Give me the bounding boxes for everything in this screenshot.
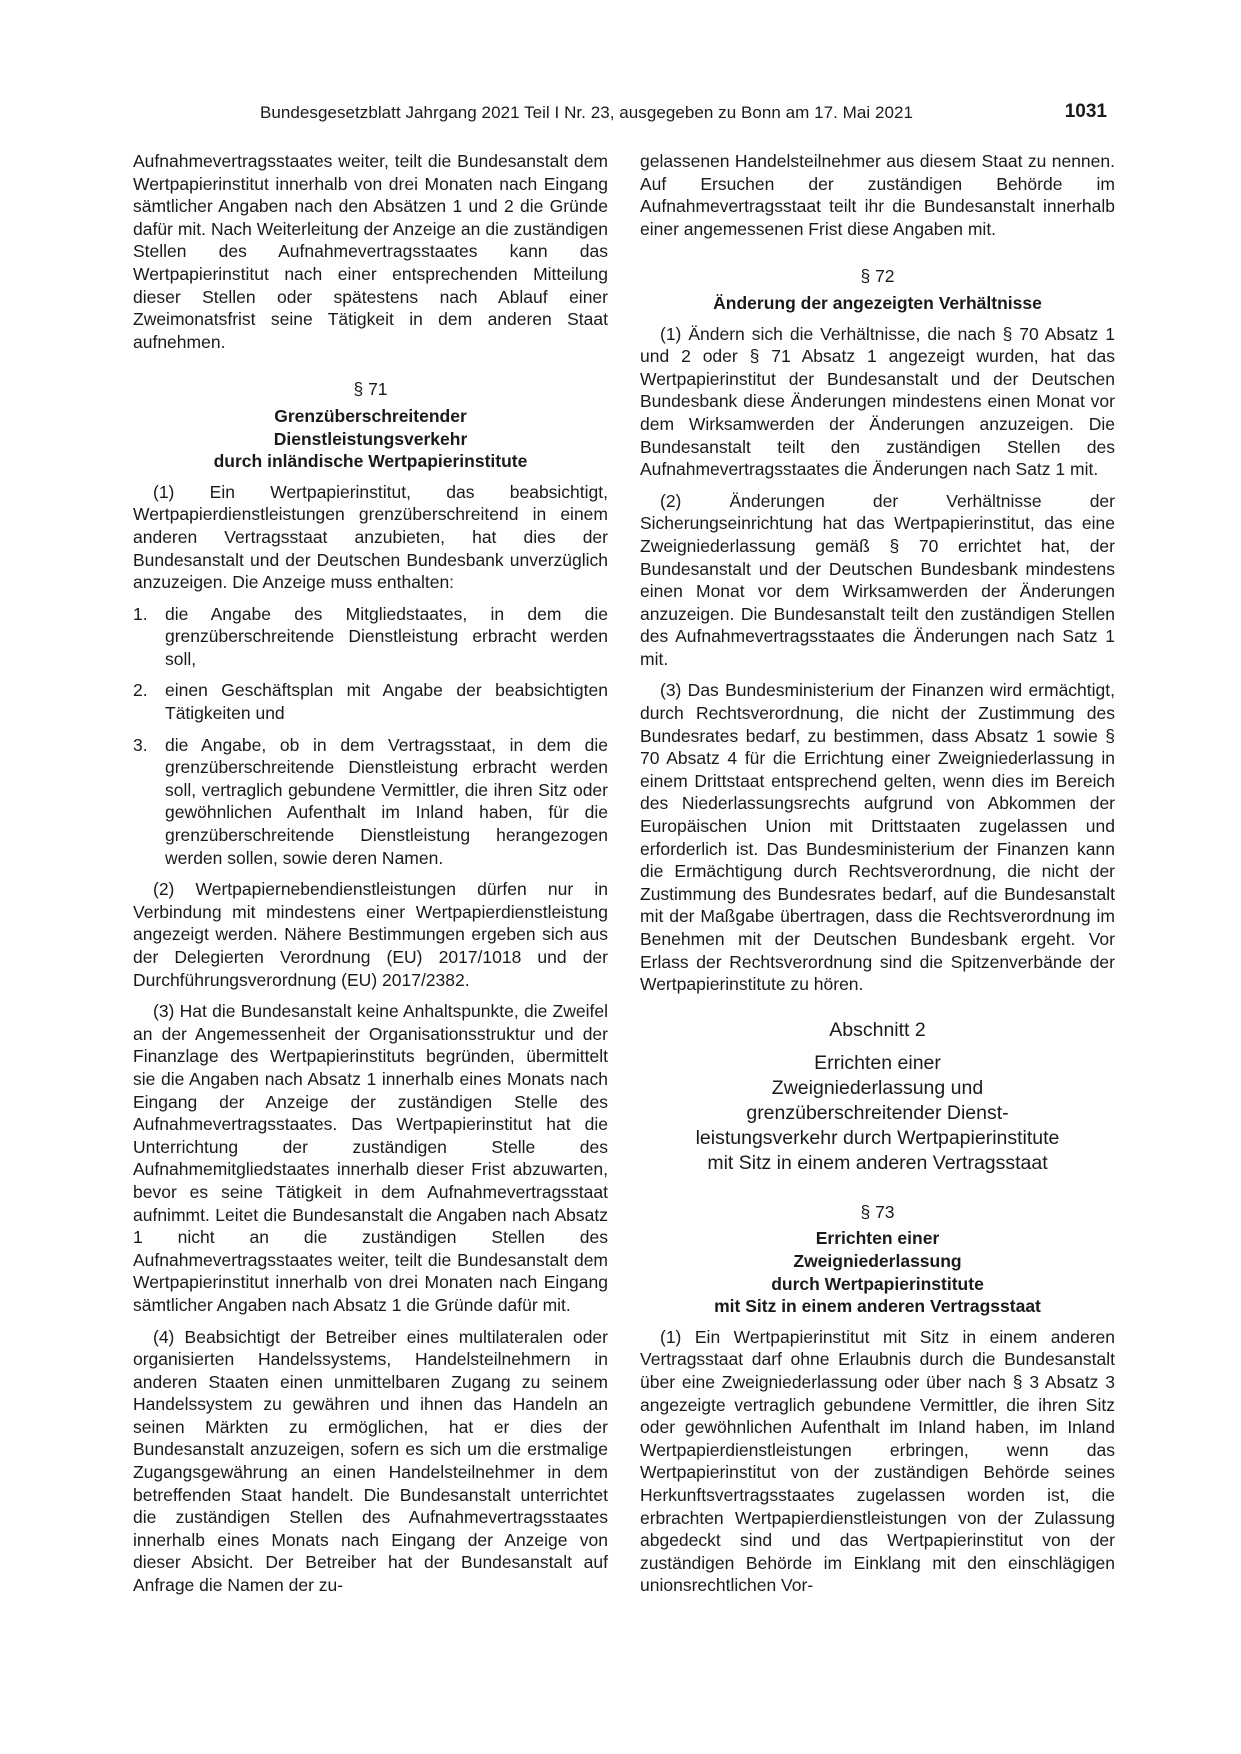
list-number: 2.	[133, 680, 148, 701]
section-title-line: Dienstleistungsverkehr	[273, 428, 468, 449]
chapter-title	[640, 1051, 1115, 1176]
paragraph-72-2: (2) Änderungen der Verhältnisse der Sicherungseinrichtung hat das Wertpapierinstitut, das eine Zweigniederlassung gemäß § 70 errichtet hat, der Bundesanstalt und der Deutschen Bundesbank mindestens einen Monat vor dem Wirksamwerden der Änderungen anzuzeigen. Die Bundesanstalt teilt den zuständigen Stellen des Aufnahmevertragsstaates die Änderungen nach Satz 1 mit.	[640, 490, 1115, 669]
running-header: Bundesgesetzblatt Jahrgang 2021 Teil I Nr. 23, ausgegeben zu Bonn am 17. Mai 2021	[260, 103, 914, 122]
list-item	[133, 679, 608, 724]
list-number: 1.	[133, 603, 148, 624]
chapter-title-line: mit Sitz in einem anderen Vertragsstaat	[707, 1151, 1048, 1174]
list-text: die Angabe des Mitgliedstaates, in dem die grenzüberschreitende Dienstleistung erbracht werden soll,	[165, 603, 608, 669]
paragraph-72-1: (1) Ändern sich die Verhältnisse, die nach § 70 Absatz 1 und 2 oder § 71 Absatz 1 angezeigt wurden, hat das Wertpapierinstitut der Bundesanstalt und der Deutschen Bundesbank diese Änderungen mindestens einen Monat vor dem Wirksamwerden der Änderungen anzuzeigen. Die Bundesanstalt teilt den zuständigen Stellen des Aufnahmevertragsstaates die Änderungen nach Satz 1 mit.	[640, 323, 1115, 480]
right-column	[640, 150, 1115, 1606]
section-title-line: Zweigniederlassung	[793, 1250, 962, 1271]
section-title-line: mit Sitz in einem anderen Vertragsstaat	[714, 1296, 1041, 1317]
list-number: 3.	[133, 734, 148, 755]
continued-paragraph: gelassenen Handelsteilnehmer aus diesem Staat zu nennen. Auf Ersuchen der zuständigen Behörde im Aufnahmevertragsstaat teilt ihr die Bundesanstalt innerhalb einer angemessenen Frist diese Angaben mit.	[640, 151, 1115, 239]
section-title-72: Änderung der angezeigten Verhältnisse	[713, 292, 1042, 313]
list-text: die Angabe, ob in dem Vertragsstaat, in dem die grenzüberschreitende Dienstleistung erbracht werden soll, vertraglich gebundene Vermittler, die ihren Sitz oder gewöhnlichen Aufenthalt im Inland haben, für die grenzüberschreitende Dienstleistung herangezogen werden sollen, sowie deren Namen.	[165, 734, 608, 868]
list-text: einen Geschäftsplan mit Angabe der beabsichtigten Tätigkeiten und	[165, 680, 608, 724]
section-title-line: Errichten einer	[815, 1228, 940, 1249]
list-item	[133, 603, 608, 671]
page-number: 1031	[1064, 101, 1107, 122]
chapter-label: Abschnitt 2	[829, 1018, 926, 1041]
paragraph-71-2: (2) Wertpapiernebendienstleistungen dürfen nur in Verbindung mit mindestens einer Wertpapierdienstleistung angezeigt werden. Nähere Bestimmungen ergeben sich aus der Delegierten Verordnung (EU) 2017/1018 und der Durchführungsverordnung (EU) 2017/2382.	[133, 879, 608, 990]
paragraph-71-3: (3) Hat die Bundesanstalt keine Anhaltspunkte, die Zweifel an der Angemessenheit der Organisationsstruktur und der Finanzlage des Wertpapierinstituts begründen, übermittelt sie die Angaben nach Absatz 1 innerhalb eines Monats nach Eingang der Anzeige der zuständigen Stelle des Aufnahmevertragsstaates. Das Wertpapierinstitut hat die Unterrichtung der zuständigen Stelle des Aufnahmemitgliedstaates innerhalb dieser Frist abzuwarten, bevor es seine Tätigkeit in dem Aufnahmevertragsstaat aufnimmt. Leitet die Bundesanstalt die Angaben nach Absatz 1 nicht an die zuständigen Stellen des Aufnahmevertragsstaates weiter, teilt die Bundesanstalt dem Wertpapierinstitut innerhalb von drei Monaten nach Eingang sämtlicher Angaben nach Absatz 1 die Gründe dafür mit.	[133, 1001, 608, 1315]
section-title-line: durch inländische Wertpapierinstitute	[213, 451, 528, 472]
paragraph-72-3: (3) Das Bundesministerium der Finanzen wird ermächtigt, durch Rechtsverordnung, die nicht der Zustimmung des Bundesrates bedarf, zu bestimmen, dass Absatz 1 sowie § 70 Absatz 4 für die Errichtung einer Zweigniederlassung in einem Drittstaat entsprechend gelten, wenn dies im Bereich des Niederlassungsrechts aufgrund von Abkommen der Europäischen Union mit Drittstaaten zugelassen und erforderlich ist. Das Bundesministerium der Finanzen kann die Ermächtigung durch Rechtsverordnung, die nicht der Zustimmung des Bundesrates bedarf, auf die Bundesanstalt mit der Maßgabe übertragen, dass die Rechtsverordnung im Benehmen mit der Deutschen Bundesbank ergeht. Vor Erlass der Rechtsverordnung sind die Spitzenverbände der Wertpapierinstitute zu hören.	[640, 680, 1115, 995]
section-title-line: durch Wertpapierinstitute	[771, 1273, 984, 1294]
section-number-73: § 73	[860, 1201, 895, 1222]
section-title-71	[133, 405, 608, 473]
section-number-72: § 72	[860, 266, 895, 287]
continued-paragraph: Aufnahmevertragsstaates weiter, teilt die Bundesanstalt dem Wertpapierinstitut innerhalb von drei Monaten nach Eingang sämtlicher Angaben nach den Absätzen 1 und 2 die Gründe dafür mit. Nach Weiterleitung der Anzeige an die zuständigen Stellen des Aufnahmevertragsstaates kann das Wertpapierinstitut nach einer entsprechenden Mitteilung dieser Stellen oder spätestens nach Ablauf einer Zweimonatsfrist seine Tätigkeit in dem anderen Staat aufnehmen.	[133, 151, 608, 352]
chapter-title-line: grenzüberschreitender Dienst-	[746, 1101, 1009, 1124]
list-item	[133, 734, 608, 870]
paragraph-71-1: (1) Ein Wertpapierinstitut, das beabsichtigt, Wertpapierdienstleistungen grenzüberschreitend in einem anderen Vertragsstaat anzubieten, hat dies der Bundesanstalt und der Deutschen Bundesbank unverzüglich anzuzeigen. Die Anzeige muss enthalten:	[133, 481, 608, 593]
chapter-title-line: Zweigniederlassung und	[771, 1076, 984, 1099]
paragraph-71-4: (4) Beabsichtigt der Betreiber eines multilateralen oder organisierten Handelssystems, Handelsteilnehmern in anderen Staaten einen unmittelbaren Zugang zu seinem Handelssystem zu gewähren und ihnen das Handeln an seinen Märkten zu ermöglichen, hat er dies der Bundesanstalt anzuzeigen, sofern es sich um die erstmalige Zugangsgewährung an einen Handelsteilnehmer in dem betreffenden Staat handelt. Die Bundesanstalt unterrichtet die zuständigen Stellen des Aufnahmevertragsstaates innerhalb eines Monats nach Eingang der Anzeige von dieser Absicht. Der Betreiber hat der Bundesanstalt auf Anfrage die Namen der zu-	[133, 1326, 608, 1596]
left-column	[133, 150, 608, 1606]
enumeration-list	[133, 603, 608, 870]
page-header	[133, 101, 1115, 125]
paragraph-73-1: (1) Ein Wertpapierinstitut mit Sitz in einem anderen Vertragsstaat darf ohne Erlaubnis durch die Bundesanstalt über eine Zweigniederlassung oder über nach § 3 Absatz 3 angezeigte vertraglich gebundene Vermittler, die ihren Sitz oder gewöhnlichen Aufenthalt im Inland haben, im Inland Wertpapierdienstleistungen erbringen, wenn das Wertpapierinstitut von der zuständigen Behörde seines Herkunftsvertragsstaates zugelassen worden ist, die erbrachten Wertpapierdienstleistungen von der Zulassung abgedeckt sind und das Wertpapierinstitut von der zuständigen Behörde im Einklang mit den einschlägigen unionsrechtlichen Vor-	[640, 1326, 1115, 1596]
section-title-73	[640, 1227, 1115, 1317]
section-number-71: § 71	[353, 379, 388, 400]
section-title-line: Grenzüberschreitender	[274, 405, 467, 426]
chapter-title-line: Errichten einer	[814, 1051, 941, 1074]
chapter-title-line: leistungsverkehr durch Wertpapierinstitute	[695, 1126, 1060, 1149]
